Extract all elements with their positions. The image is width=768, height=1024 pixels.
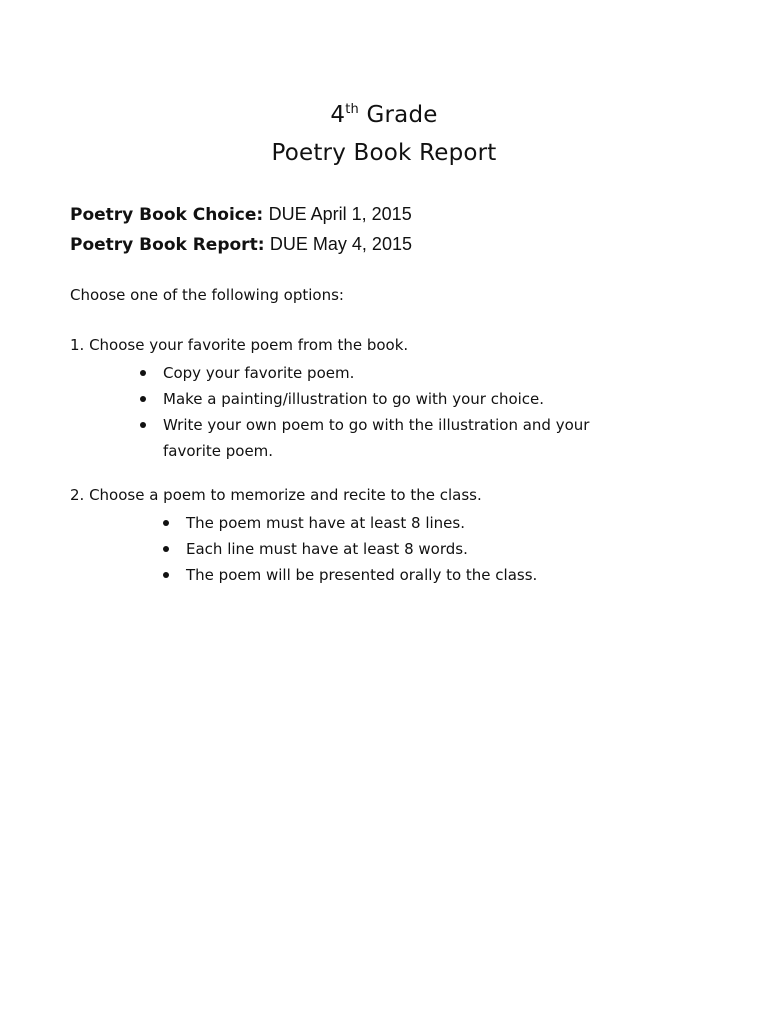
list-item-text: Make a painting/illustration to go with your choice.	[163, 390, 545, 408]
grade-number: 4	[330, 102, 346, 128]
list-item	[186, 562, 656, 588]
list-item-text: Copy your favorite poem.	[163, 364, 355, 382]
list-item	[163, 386, 633, 412]
due-value-report: DUE May 4, 2015	[269, 234, 412, 254]
option-2-bullets	[186, 510, 656, 588]
due-label-choice: Poetry Book Choice:	[70, 205, 264, 225]
bullet-icon	[140, 422, 146, 428]
bullet-icon	[140, 396, 146, 402]
list-item	[163, 360, 633, 386]
report-title: Poetry Book Report	[271, 140, 497, 166]
option-1-heading: 1. Choose your favorite poem from the book.	[70, 336, 409, 354]
list-item-text: Write your own poem to go with the illustration and your favorite poem.	[163, 416, 590, 460]
option-2	[70, 484, 656, 588]
bullet-icon	[163, 520, 169, 526]
grade-suffix: th	[345, 102, 359, 117]
document-title	[0, 96, 768, 172]
grade-word: Grade	[366, 102, 438, 128]
due-value-choice: DUE April 1, 2015	[268, 204, 412, 224]
list-item-text: Each line must have at least 8 words.	[186, 540, 468, 558]
bullet-icon	[140, 370, 146, 376]
option-2-heading: 2. Choose a poem to memorize and recite to the class.	[70, 486, 482, 504]
option-1-bullets	[163, 360, 633, 464]
list-item	[163, 412, 633, 464]
option-1	[70, 334, 633, 464]
list-item	[186, 536, 656, 562]
list-item	[186, 510, 656, 536]
grade-heading	[0, 96, 768, 134]
bullet-icon	[163, 572, 169, 578]
due-date-choice	[70, 200, 412, 230]
list-item-text: The poem will be presented orally to the class.	[186, 566, 538, 584]
due-date-report	[70, 230, 412, 260]
list-item-text: The poem must have at least 8 lines.	[186, 514, 465, 532]
due-label-report: Poetry Book Report:	[70, 235, 265, 255]
instructions-text: Choose one of the following options:	[70, 286, 344, 304]
due-dates	[70, 200, 412, 260]
bullet-icon	[163, 546, 169, 552]
